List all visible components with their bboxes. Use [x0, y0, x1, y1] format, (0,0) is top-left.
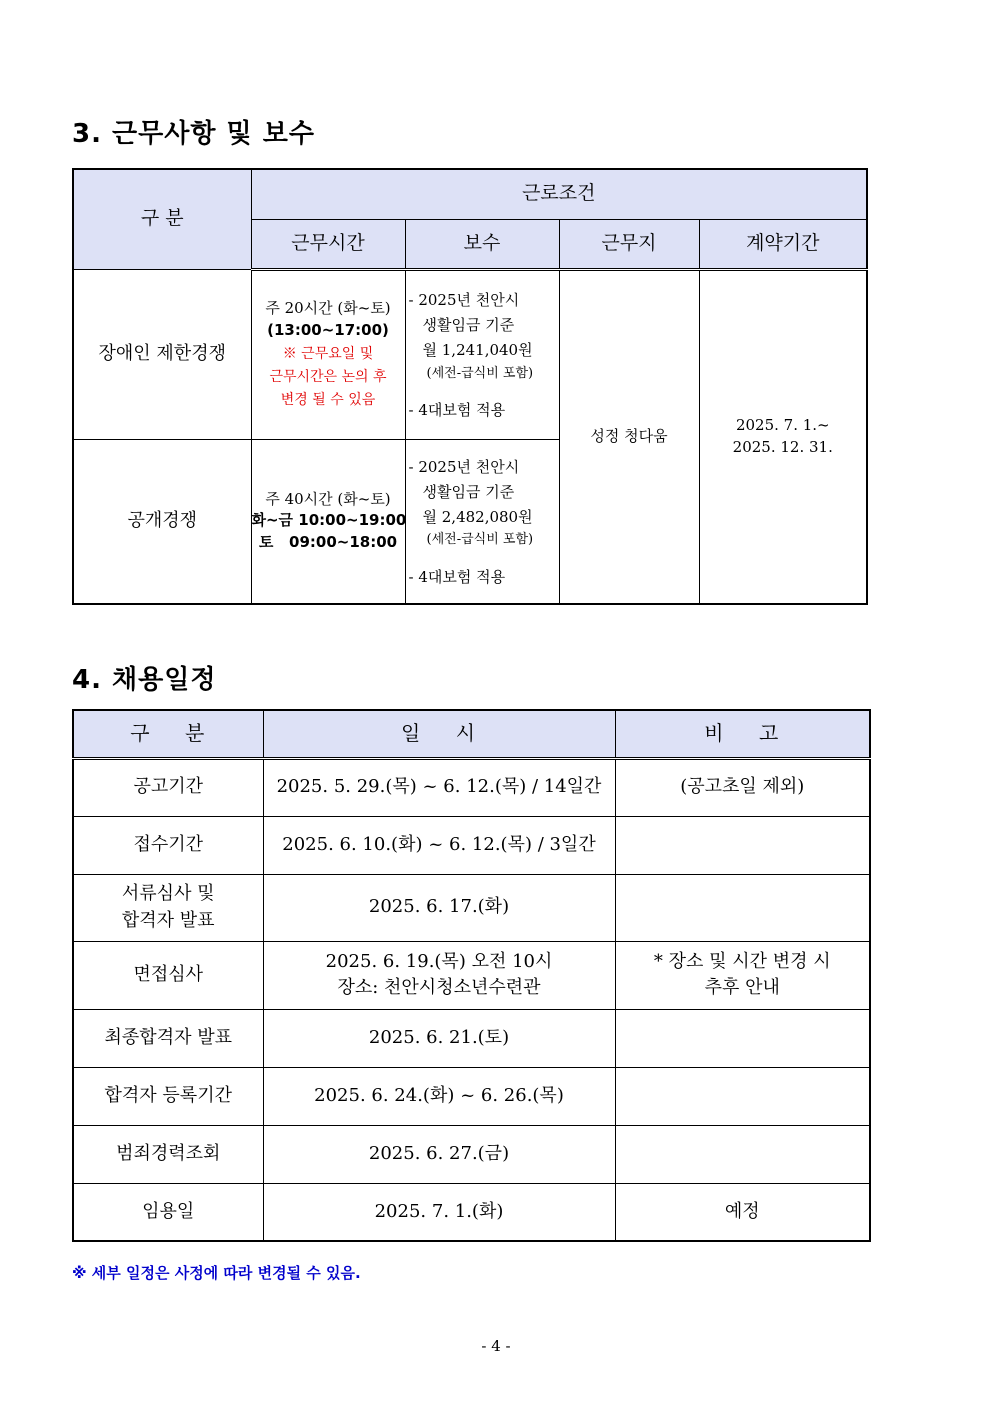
- row-remarks: [615, 1009, 870, 1067]
- hours-line: 토 09:00~18:00: [258, 533, 398, 552]
- datetime-line: 장소: 천안시청소년수련관: [337, 977, 541, 998]
- header-contract: 계약기간: [699, 219, 867, 269]
- pay-line: - 2025년 천안시: [408, 458, 520, 477]
- pay-line: (세전-급식비 포함): [426, 365, 534, 381]
- row-remarks: [615, 941, 870, 1009]
- hours-line: 화~금 10:00~19:00: [251, 511, 407, 530]
- header-pay: 보수: [405, 219, 559, 269]
- row-category: 합격자 등록기간: [73, 1067, 263, 1125]
- schedule-table: [72, 709, 871, 1242]
- pay-line: 생활임금 기준: [422, 482, 515, 501]
- hours-line: 주 40시간 (화~토): [265, 489, 391, 508]
- contract-cell: [699, 269, 867, 604]
- pay-line: - 4대보험 적용: [408, 400, 506, 419]
- row-datetime: [263, 941, 615, 1009]
- remarks-line: 추후 안내: [704, 977, 780, 998]
- page-number: - 4 -: [481, 1337, 511, 1355]
- pay-cell: [405, 269, 559, 439]
- row-category: 면접심사: [73, 941, 263, 1009]
- pay-line: 월 1,241,040원: [422, 340, 533, 359]
- row-datetime: 2025. 7. 1.(화): [263, 1183, 615, 1241]
- pay-line: 월 2,482,080원: [422, 507, 533, 526]
- row-datetime: 2025. 6. 24.(화) ~ 6. 26.(목): [263, 1067, 615, 1125]
- category-line: 서류심사 및: [121, 883, 215, 905]
- row-datetime: 2025. 6. 27.(금): [263, 1125, 615, 1183]
- row-category: 접수기간: [73, 816, 263, 874]
- row-remarks: [615, 816, 870, 874]
- table-row: [73, 269, 867, 439]
- work-hours-cell: [251, 269, 405, 439]
- hours-line: (13:00~17:00): [267, 320, 389, 339]
- header-category: 구 분: [73, 710, 263, 758]
- row-category: 임용일: [73, 1183, 263, 1241]
- row-category: 범죄경력조회: [73, 1125, 263, 1183]
- schedule-note: ※ 세부 일정은 사정에 따라 변경될 수 있음.: [72, 1264, 361, 1282]
- row-category: 공개경쟁: [73, 439, 251, 604]
- table-row: [73, 1125, 870, 1183]
- table-row: [73, 941, 870, 1009]
- pay-line: - 4대보험 적용: [408, 567, 506, 586]
- row-datetime: 2025. 6. 17.(화): [263, 874, 615, 941]
- row-remarks: 예정: [615, 1183, 870, 1241]
- header-work-hours: 근무시간: [251, 219, 405, 269]
- pay-cell: [405, 439, 559, 604]
- row-remarks: (공고초일 제외): [615, 758, 870, 816]
- table-row: [73, 874, 870, 941]
- row-category: 최종합격자 발표: [73, 1009, 263, 1067]
- pay-line: 생활임금 기준: [422, 316, 515, 335]
- row-remarks: [615, 1125, 870, 1183]
- row-datetime: 2025. 6. 21.(토): [263, 1009, 615, 1067]
- contract-line: 2025. 7. 1.~: [735, 416, 830, 434]
- row-category: 장애인 제한경쟁: [73, 269, 251, 439]
- header-category: 구 분: [73, 169, 251, 269]
- header-conditions: 근로조건: [251, 169, 867, 219]
- row-remarks: [615, 874, 870, 941]
- header-datetime: 일 시: [263, 710, 615, 758]
- pay-line: (세전-급식비 포함): [426, 532, 534, 548]
- work-hours-cell: [251, 439, 405, 604]
- table-row: [73, 1067, 870, 1125]
- contract-line: 2025. 12. 31.: [732, 437, 833, 456]
- category-line: 합격자 발표: [121, 909, 215, 931]
- pay-line: - 2025년 천안시: [408, 291, 520, 310]
- row-datetime: 2025. 5. 29.(목) ~ 6. 12.(목) / 14일간: [263, 758, 615, 816]
- hours-note: 변경 될 수 있음: [280, 391, 376, 408]
- hours-note: 근무시간은 논의 후: [269, 369, 387, 386]
- location-cell: 성정 청다움: [559, 269, 699, 604]
- table-row: [73, 816, 870, 874]
- row-datetime: 2025. 6. 10.(화) ~ 6. 12.(목) / 3일간: [263, 816, 615, 874]
- datetime-line: 2025. 6. 19.(목) 오전 10시: [325, 950, 553, 972]
- row-category: 공고기간: [73, 758, 263, 816]
- remarks-line: * 장소 및 시간 변경 시: [653, 950, 831, 972]
- row-remarks: [615, 1067, 870, 1125]
- row-category: [73, 874, 263, 941]
- hours-line: 주 20시간 (화~토): [265, 299, 391, 318]
- header-remarks: 비 고: [615, 710, 870, 758]
- table-row: [73, 758, 870, 816]
- header-location: 근무지: [559, 219, 699, 269]
- section4-title: 4. 채용일정: [72, 665, 217, 695]
- table-row: [73, 1183, 870, 1241]
- work-conditions-table: [72, 168, 868, 605]
- section3-title: 3. 근무사항 및 보수: [72, 119, 315, 149]
- table-row: [73, 1009, 870, 1067]
- hours-note: ※ 근무요일 및: [282, 345, 374, 362]
